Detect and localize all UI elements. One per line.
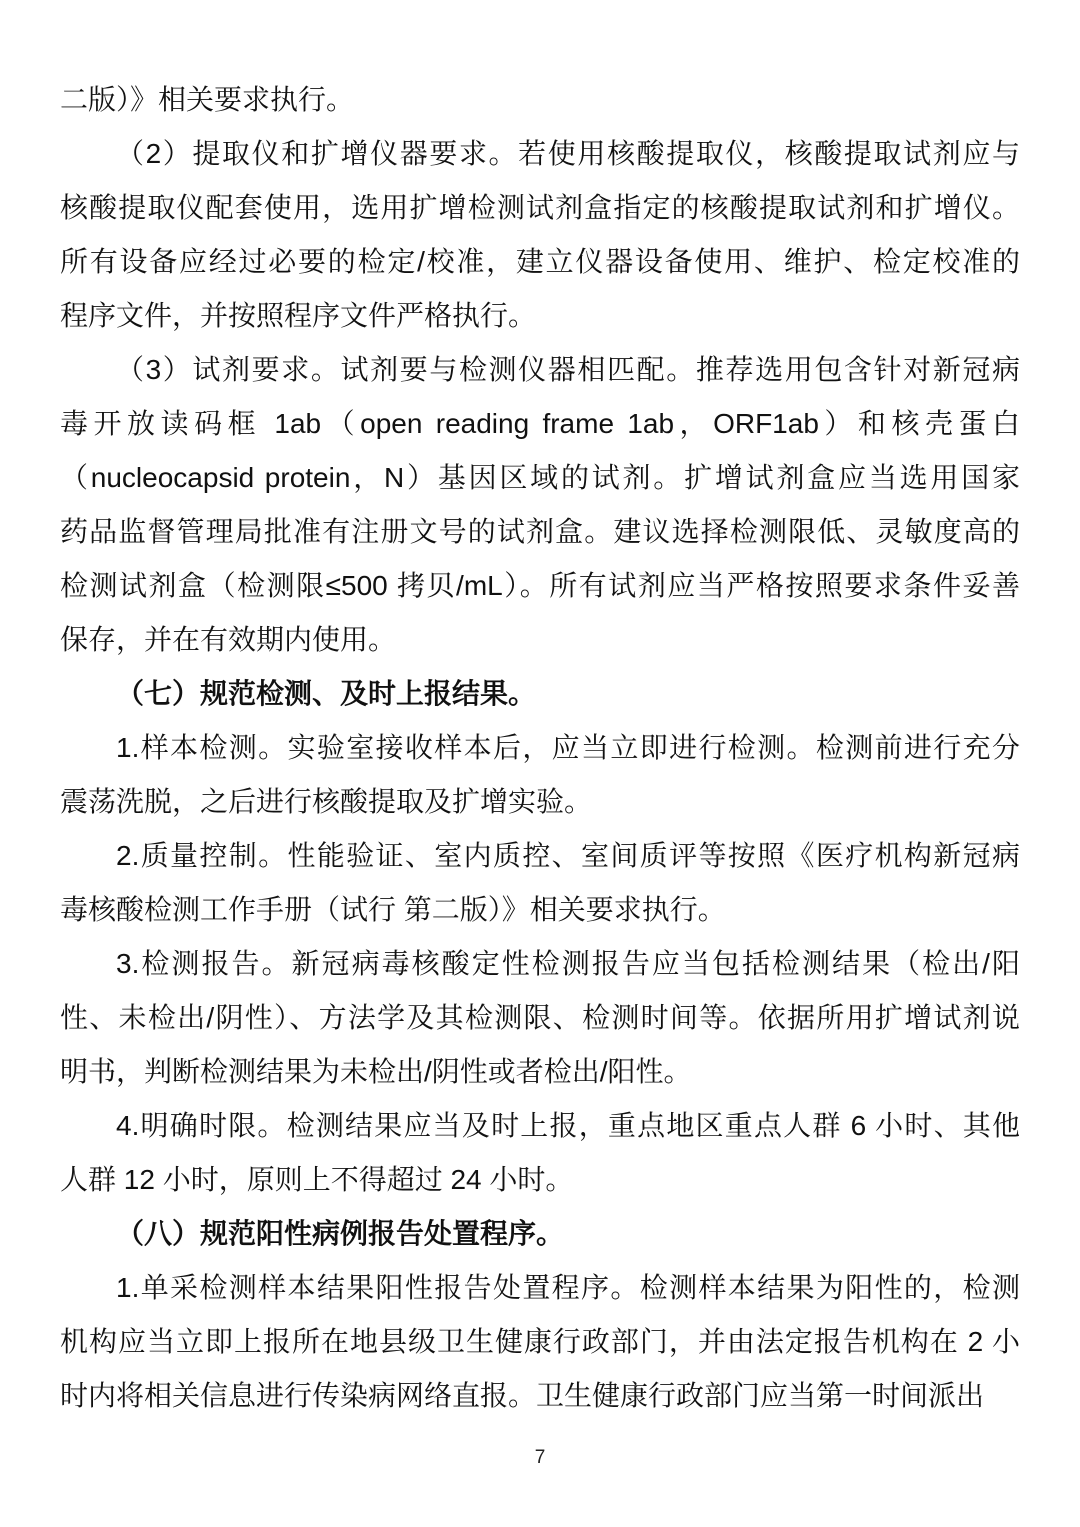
text-line: （nucleocapsid protein，N）基因区域的试剂。扩增试剂盒应当选用国家 bbox=[60, 462, 1020, 493]
paragraph bbox=[60, 937, 1020, 1099]
paragraph bbox=[60, 127, 1020, 343]
text-line: 性、未检出/阴性）、方法学及其检测限、检测时间等。依据所用扩增试剂说 bbox=[60, 1002, 1020, 1033]
section-heading bbox=[60, 1207, 1020, 1261]
text-line: 毒核酸检测工作手册（试行 第二版）》相关要求执行。 bbox=[60, 894, 726, 925]
text-line: 所有设备应经过必要的检定/校准，建立仪器设备使用、维护、检定校准的 bbox=[60, 246, 1020, 277]
text-line: （七）规范检测、及时上报结果。 bbox=[116, 678, 537, 709]
text-line: 核酸提取仪配套使用，选用扩增检测试剂盒指定的核酸提取试剂和扩增仪。 bbox=[60, 192, 1020, 223]
text-line: 2.质量控制。性能验证、室内质控、室间质评等按照《医疗机构新冠病 bbox=[116, 840, 1020, 871]
page-number: 7 bbox=[534, 1447, 546, 1468]
text-line: 机构应当立即上报所在地县级卫生健康行政部门，并由法定报告机构在 2 小 bbox=[60, 1326, 1020, 1357]
text-line: （3）试剂要求。试剂要与检测仪器相匹配。推荐选用包含针对新冠病 bbox=[116, 354, 1020, 385]
paragraph bbox=[60, 1261, 1020, 1423]
text-line: 毒开放读码框 1ab（open reading frame 1ab，ORF1ab）和核壳蛋白 bbox=[60, 408, 1020, 439]
text-line: 时内将相关信息进行传染病网络直报。卫生健康行政部门应当第一时间派出 bbox=[60, 1380, 985, 1411]
paragraph bbox=[60, 343, 1020, 667]
text-line: （八）规范阳性病例报告处置程序。 bbox=[116, 1218, 565, 1249]
paragraph bbox=[60, 829, 1020, 937]
text-line: 保存，并在有效期内使用。 bbox=[60, 624, 397, 655]
text-line: 4.明确时限。检测结果应当及时上报，重点地区重点人群 6 小时、其他 bbox=[116, 1110, 1020, 1141]
paragraph bbox=[60, 73, 1020, 127]
text-line: 1.样本检测。实验室接收样本后，应当立即进行检测。检测前进行充分 bbox=[116, 732, 1020, 763]
text-line: 1.单采检测样本结果阳性报告处置程序。检测样本结果为阳性的，检测 bbox=[116, 1272, 1020, 1303]
text-line: 检测试剂盒（检测限≤500 拷贝/mL）。所有试剂应当严格按照要求条件妥善 bbox=[60, 570, 1020, 601]
text-line: 药品监督管理局批准有注册文号的试剂盒。建议选择检测限低、灵敏度高的 bbox=[60, 516, 1020, 547]
text-line: 程序文件，并按照程序文件严格执行。 bbox=[60, 300, 537, 331]
text-line: （2）提取仪和扩增仪器要求。若使用核酸提取仪，核酸提取试剂应与 bbox=[116, 138, 1020, 169]
section-heading bbox=[60, 667, 1020, 721]
paragraph bbox=[60, 721, 1020, 829]
text-line: 二版）》相关要求执行。 bbox=[60, 84, 355, 115]
text-line: 明书，判断检测结果为未检出/阴性或者检出/阳性。 bbox=[60, 1056, 692, 1087]
paragraph bbox=[60, 1099, 1020, 1207]
text-line: 人群 12 小时，原则上不得超过 24 小时。 bbox=[60, 1164, 574, 1195]
document-body bbox=[60, 73, 1020, 1423]
text-line: 震荡洗脱，之后进行核酸提取及扩增实验。 bbox=[60, 786, 593, 817]
text-line: 3.检测报告。新冠病毒核酸定性检测报告应当包括检测结果（检出/阳 bbox=[116, 948, 1020, 979]
